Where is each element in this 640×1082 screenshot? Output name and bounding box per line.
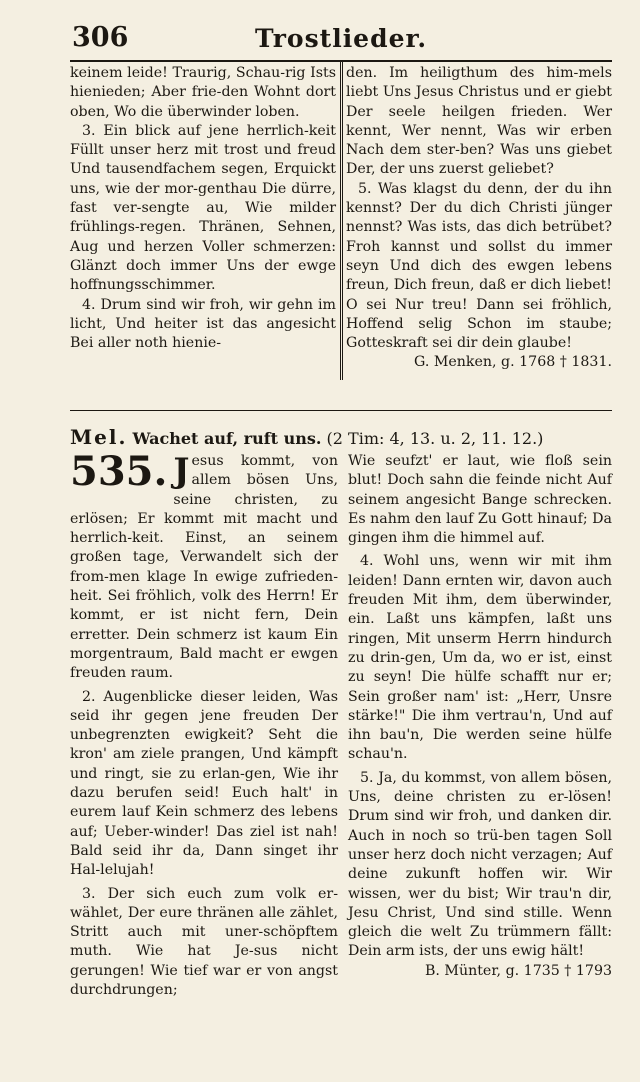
verse-1-text: esus kommt, von allem bösen Uns, seine christen, zu erlösen; Er kommt mit macht und herrlich-keit. Einst, an seinem großen tage, Verwandelt sich der from-men klage In ewige zufrieden-heit. Sei fröhlich, volk des Herrn! Er kommt, er ist nicht fern, Dein erretter. Dein schmerz ist kaum Ein morgentraum, Bald macht er ewgen freuden raum. <box>70 453 338 682</box>
page-header <box>70 18 612 58</box>
lower-left-column <box>70 448 338 1000</box>
verse-3-continued: Wie seufzt' er laut, wie floß sein blut! Doch sahn die feinde nicht Auf seinem angesicht Bange schrecken. Es nahm den lauf Zu Gott hinauf; Da gingen ihm die himmel auf. <box>348 453 612 547</box>
upper-right-column <box>346 64 612 373</box>
running-title: Trostlieder. <box>254 24 428 53</box>
header-rule <box>70 60 612 62</box>
hymn-number: 535. <box>70 448 168 495</box>
hymn-author: B. Münter, g. 1735 † 1793 <box>424 962 612 979</box>
verse-5: 5. Was klagst du denn, der du ihn kennst? Der du dich Christi jünger nennst? Was ists, das dich betrübet? Froh kannst und sollst du immer seyn Und dich des ewgen lebens freun, Dich freun, daß er dich liebet! O sei Nur treu! Dann sei fröhlich, Hoffend selig Schon im staube; Gotteskraft sei dir dein glaube! <box>346 180 612 352</box>
melody-tune: Wachet auf, ruft uns. <box>132 429 322 448</box>
section-rule <box>70 410 612 411</box>
column-divider-inner <box>342 62 343 380</box>
verse-3: 3. Ein blick auf jene herrlich-keit Füllt unser herz mit trost und freud Und tausendfachem segen, Erquickt uns, wie der mor-genthau Die dürre, fast ver-sengte au, Wie milder frühlings-regen. Thränen, Sehnen, Aug und herzen Voller schmerzen: Glänzt doch immer Uns der ewge hoffnungsschimmer. <box>70 122 336 294</box>
verse-5: 5. Ja, du kommst, von allem bösen, Uns, deine christen zu er-lösen! Drum sind wir froh, und danken dir. Auch in noch so trü-ben tagen Soll unser herz doch nicht verzagen; Auf deine zukunft hoffen wir. Wir wissen, wer du bist; Wir trau'n dir, Jesu Christ, Und sind stille. Wenn gleich die welt Zu trümmern fällt: Dein arm ists, der uns ewig hält! <box>348 769 612 960</box>
verse-4: 4. Drum sind wir froh, wir gehn im licht, Und heiter ist das angesicht Bei aller noth hienie- <box>70 296 336 352</box>
verse-4: 4. Wohl uns, wenn wir mit ihm leiden! Dann ernten wir, davon auch freuden Mit ihm, dem überwinder, ein. Laßt uns kämpfen, laßt uns ringen, Mit unserm Herrn hindurch zu drin-gen, Um da, wo er ist, einst zu seyn! Die hülfe schafft nur er; Sein großer nam' ist: „Herr, Unsre stärke!" Die ihm vertrau'n, Und auf ihn bau'n, Die werden seine hülfe schau'n. <box>348 553 612 763</box>
upper-left-column <box>70 64 336 353</box>
verse-1 <box>70 448 338 684</box>
lower-right-column <box>348 452 612 981</box>
upper-hymn-author: G. Menken, g. 1768 † 1831. <box>414 354 612 371</box>
melody-label: Mel. <box>70 425 128 449</box>
verse-4-continued: den. Im heiligthum des him-mels liebt Uns Jesus Christus und er giebt Der seele heilgen frieden. Wer kennt, Wer nennt, Was wir erben Nach dem ster-ben? Was uns giebet Der, der uns zuerst geliebet? <box>346 65 612 178</box>
page-number: 306 <box>72 22 129 53</box>
melody-line <box>70 425 612 449</box>
verse-3: 3. Der sich euch zum volk er-wählet, Der eure thränen alle zählet, Stritt auch mit uner-schöpftem muth. Wie hat Je-sus nicht gerungen! Wie tief war er von angst durchdrungen; <box>70 885 338 999</box>
column-divider <box>340 62 341 380</box>
verse-2: 2. Augenblicke dieser leiden, Was seid ihr gegen jene freuden Der unbegrenzten ewigkeit? Seht die kron' am ziele prangen, Und kämpft und ringt, sie zu erlan-gen, Wie ihr dazu berufen seid! Euch halt' in eurem lauf Kein schmerz des lebens auf; Ueber-winder! Das ziel ist nah! Bald seid ihr da, Dann singet ihr Hal-lelujah! <box>70 688 338 879</box>
verse-continuation: keinem leide! Traurig, Schau-rig Ists hienieden; Aber frie-den Wohnt dort oben, Wo die überwinder loben. <box>70 65 336 120</box>
drop-cap: J <box>173 451 190 491</box>
scripture-reference: (2 Tim: 4, 13. u. 2, 11. 12.) <box>326 429 544 448</box>
